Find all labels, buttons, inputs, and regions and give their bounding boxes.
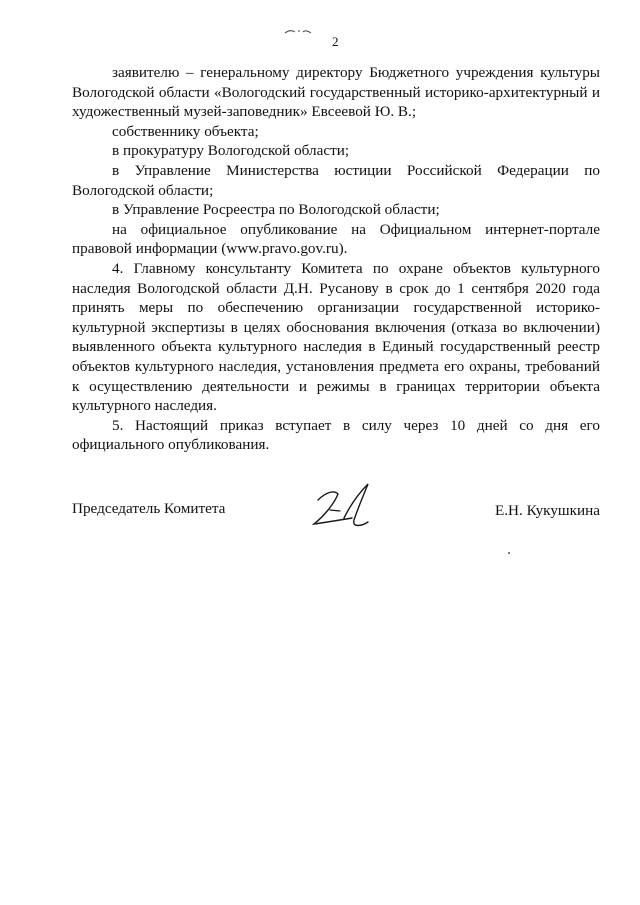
document-body — [72, 63, 600, 455]
handwritten-mark — [283, 27, 313, 37]
paragraph: 5. Настоящий приказ вступает в силу через 10 дней со дня его официального опубликования. — [72, 416, 600, 454]
page-number: 2 — [332, 34, 339, 49]
paragraph: на официальное опубликование на Официальном интернет-портале правовой информации (www.pravo.gov.ru). — [72, 220, 600, 258]
paragraph: в прокуратуру Вологодской области; — [112, 142, 350, 160]
paragraph: в Управление Министерства юстиции Российской Федерации по Вологодской области; — [72, 161, 600, 199]
paragraph: 4. Главному консультанту Комитета по охране объектов культурного наследия Вологодской области Д.Н. Русанову в срок до 1 сентября 2020 года принять меры по обеспечению организации государственной историко-культурной экспертизы в целях обоснования включения (отказа во включении) выявленного объекта культурного наследия в Единый государственный реестр объектов культурного наследия, установления предмета его охраны, требований к осуществлению деятельности и режимы в границах территории объекта культурного наследия. — [72, 259, 600, 415]
paragraph: собственнику объекта; — [112, 122, 259, 140]
signatory-title: Председатель Комитета — [72, 500, 226, 517]
paragraph: заявителю – генеральному директору Бюджетного учреждения культуры Вологодской области «Вологодский государственный историко-архитектурный и художественный музей-заповедник» Евсеевой Ю. В.; — [72, 64, 600, 121]
signatory-name: Е.Н. Кукушкина — [494, 502, 600, 519]
paragraph: в Управление Росреестра по Вологодской области; — [112, 201, 440, 219]
scan-speck — [508, 552, 510, 554]
handwritten-signature — [300, 478, 380, 538]
